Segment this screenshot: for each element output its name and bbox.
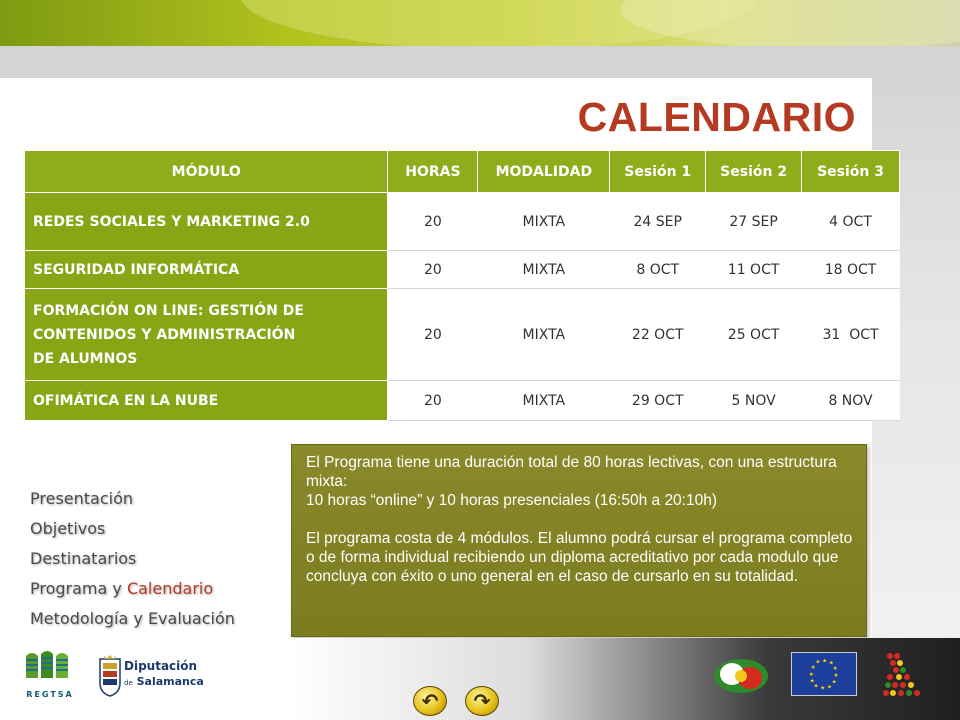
svg-text:★: ★ [832,666,838,673]
mode-cell: MIXTA [478,289,610,381]
diputacion-name: Diputación [124,659,198,673]
hours-cell: 20 [388,289,478,381]
program-info-box [291,444,867,637]
section-nav [30,486,235,636]
table-row [25,251,900,289]
nav-item-objetivos[interactable]: Objetivos [30,519,106,538]
module-cell: SEGURIDAD INFORMÁTICA [25,251,388,289]
svg-text:★: ★ [826,684,833,691]
module-cell [25,289,388,381]
table-row [25,381,900,421]
session-1-cell: 8 OCT [610,251,706,289]
module-cell: OFIMÁTICA EN LA NUBE [25,381,388,421]
col-header-modulo: MÓDULO [25,151,388,193]
slide-nav-arrows [413,686,517,716]
calendar-table [24,150,900,421]
session-2-cell: 11 OCT [706,251,802,289]
session-1-cell: 29 OCT [610,381,706,421]
nav-item-presentacion[interactable]: Presentación [30,489,134,508]
module-cell: REDES SOCIALES Y MARKETING 2.0 [25,193,388,251]
col-header-sesion-3: Sesión 3 [802,151,900,193]
session-1-cell: 22 OCT [610,289,706,381]
svg-text:★: ★ [809,678,815,685]
module-line: DE ALUMNOS [33,350,138,367]
col-header-modalidad: MODALIDAD [478,151,610,193]
session-2-cell: 25 OCT [706,289,802,381]
col-header-sesion-2: Sesión 2 [706,151,802,193]
session-3-cell: 8 NOV [802,381,900,421]
mode-cell: MIXTA [478,193,610,251]
page-title: CALENDARIO [577,94,856,140]
info-line: El Programa tiene una duración total de 80 horas lectivas, con una estructura mixta: [306,454,837,490]
svg-text:★: ★ [815,659,821,666]
svg-text:★: ★ [828,660,834,667]
module-line: CONTENIDOS Y ADMINISTRACIÓN [33,326,296,343]
svg-text:★: ★ [813,683,819,690]
table-row [25,289,900,381]
nav-item-destinatarios[interactable]: Destinatarios [30,549,137,568]
session-2-cell: 5 NOV [706,381,802,421]
diputacion-logo-text [124,658,204,691]
svg-text:★: ★ [831,679,837,686]
arrow-right-icon[interactable]: ↷ [465,686,499,716]
diputacion-shield-icon [98,655,122,697]
svg-text:★: ★ [833,672,839,679]
partner-triangle-logo [882,650,922,698]
hours-cell: 20 [388,193,478,251]
info-paragraph [306,453,854,510]
mode-cell: MIXTA [478,251,610,289]
nav-item-programa-calendario[interactable] [30,576,235,606]
regtsa-label: REGTSA [26,690,74,699]
svg-text:★: ★ [822,658,828,665]
nav-item-metodologia[interactable]: Metodología y Evaluación [30,609,235,628]
hours-cell: 20 [388,381,478,421]
nav-item-label: Programa y [30,579,127,598]
mode-cell: MIXTA [478,381,610,421]
col-header-sesion-1: Sesión 1 [610,151,706,193]
eu-flag-icon [791,652,857,696]
session-3-cell: 31 OCT [802,289,900,381]
table-header-row [25,151,900,193]
header-band [0,0,960,46]
hours-cell: 20 [388,251,478,289]
arrow-left-icon[interactable]: ↶ [413,686,447,716]
regtsa-logo [22,648,76,710]
info-paragraph: El programa costa de 4 módulos. El alumno podrá cursar el programa completo o de forma individual recibiendo un diploma acreditativo por cada modulo que concluya con éxito o uno general en el caso de cursarlo en su totalidad. [306,530,853,585]
info-line: 10 horas “online” y 10 horas presenciales (16:50h a 20:10h) [306,492,718,509]
session-2-cell: 27 SEP [706,193,802,251]
partner-oval-logo [712,657,770,695]
module-line: FORMACIÓN ON LINE: GESTIÓN DE [33,302,304,319]
svg-text:★: ★ [808,671,814,678]
col-header-horas: HORAS [388,151,478,193]
table-row [25,193,900,251]
svg-text:★: ★ [820,685,826,692]
diputacion-province: de Salamanca [124,675,204,688]
session-3-cell: 18 OCT [802,251,900,289]
nav-item-label-accent: Calendario [126,579,214,598]
svg-text:★: ★ [810,665,816,672]
session-3-cell: 4 OCT [802,193,900,251]
session-1-cell: 24 SEP [610,193,706,251]
